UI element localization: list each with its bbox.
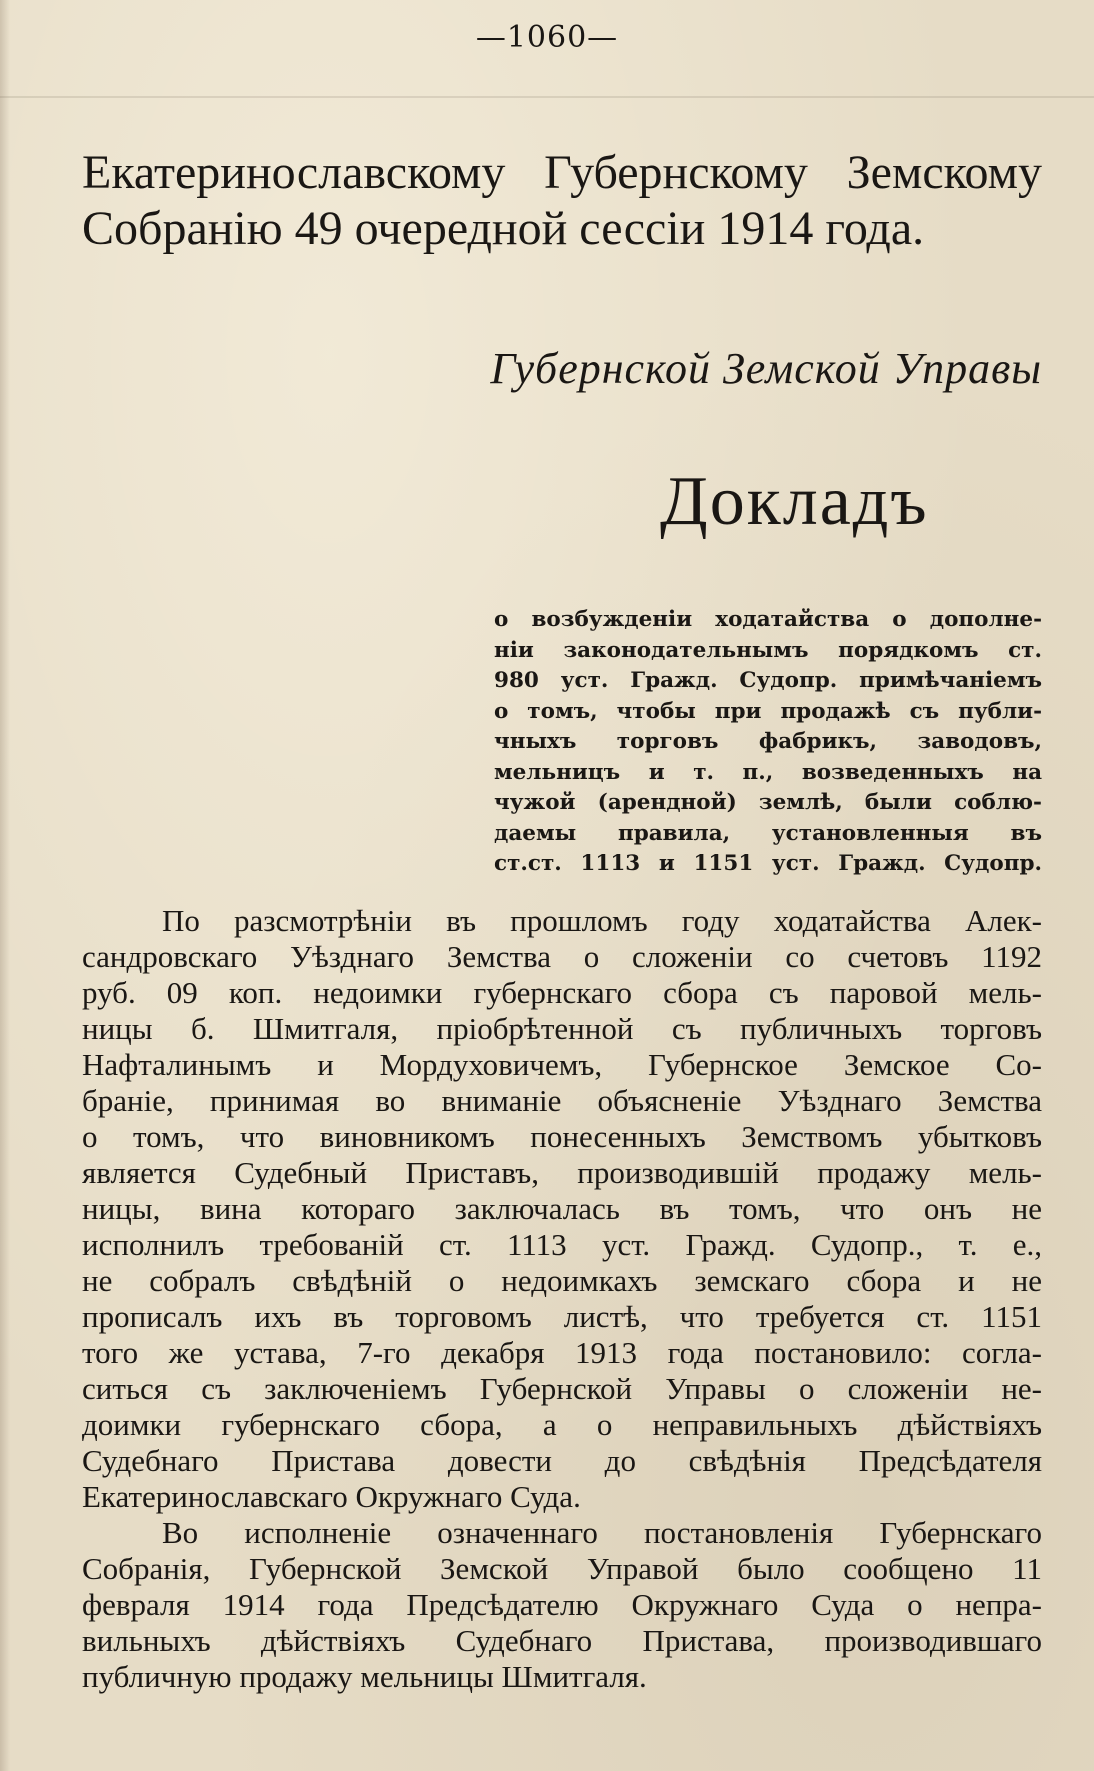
abstract-line: ст.ст. 1113 и 1151 уст. Гражд. Судопр. xyxy=(494,851,1042,876)
body-line: о томъ, что виновникомъ понесенныхъ Земствомъ убытковъ xyxy=(82,1119,1042,1154)
abstract-line: о возбужденіи ходатайства о дополне- xyxy=(494,607,1042,632)
abstract-line: чныхъ торговъ фабрикъ, заводовъ, xyxy=(494,729,1042,754)
document-heading: Докладъ xyxy=(660,463,929,540)
body-line: сандровскаго Уѣзднаго Земства о сложеніи со счетовъ 1192 xyxy=(82,939,1042,974)
body-line: руб. 09 коп. недоимки губернскаго сбора съ паровой мель- xyxy=(82,975,1042,1010)
body-line: Во исполненіе означеннаго постановленія Губернскаго xyxy=(162,1515,1042,1550)
header-divider xyxy=(0,96,1094,98)
paragraph-1 xyxy=(82,903,1042,1515)
abstract-line: 980 уст. Гражд. Судопр. примѣчаніемъ xyxy=(494,668,1042,693)
body-line: вильныхъ дѣйствіяхъ Судебнаго Пристава, производившаго xyxy=(82,1623,1042,1658)
body-line: исполнилъ требованій ст. 1113 уст. Гражд. Судопр., т. е., xyxy=(82,1227,1042,1262)
body-line: ситься съ заключеніемъ Губернской Управы о сложеніи не- xyxy=(82,1371,1042,1406)
abstract-line: ніи законодательнымъ порядкомъ ст. xyxy=(494,637,1042,663)
page-edge-shadow xyxy=(0,0,10,1771)
body-line: не собралъ свѣдѣній о недоимкахъ земскаго сбора и не xyxy=(82,1263,1042,1298)
body-line: По разсмотрѣніи въ прошломъ году ходатайства Алек- xyxy=(162,903,1042,938)
body-line: Екатеринославскаго Окружнаго Суда. xyxy=(82,1479,581,1514)
abstract-line: чужой (арендной) землѣ, были соблю- xyxy=(494,790,1042,815)
body-line: февраля 1914 года Предсѣдателю Окружнаго Суда о непра- xyxy=(82,1587,1042,1622)
body-line: публичную продажу мельницы Шмитгаля. xyxy=(82,1659,647,1694)
body-line: прописалъ ихъ въ торговомъ листѣ, что требуется ст. 1151 xyxy=(82,1299,1042,1334)
title-line: Екатеринославскому Губернскому Земскому xyxy=(82,146,1042,199)
paragraph-2 xyxy=(82,1515,1042,1695)
report-abstract xyxy=(494,605,1042,880)
report-body xyxy=(82,903,1042,1695)
document-title xyxy=(82,145,1042,257)
body-line: ницы б. Шмитгаля, пріобрѣтенной съ публичныхъ торговъ xyxy=(82,1011,1042,1046)
body-line: ницы, вина котораго заключалась въ томъ, что онъ не xyxy=(82,1191,1042,1226)
body-line: Нафталинымъ и Мордуховичемъ, Губернское Земское Со- xyxy=(82,1047,1042,1082)
abstract-line: даемы правила, установленныя въ xyxy=(494,820,1042,846)
page-number: —1060— xyxy=(475,20,619,55)
body-line: того же устава, 7-го декабря 1913 года постановило: согла- xyxy=(82,1335,1042,1370)
abstract-line: о томъ, чтобы при продажѣ съ публи- xyxy=(494,698,1042,724)
body-line: браніе, принимая во вниманіе объясненіе Уѣзднаго Земства xyxy=(82,1083,1042,1118)
abstract-line: мельницъ и т. п., возведенныхъ на xyxy=(494,759,1042,785)
body-line: Судебнаго Пристава довести до свѣдѣнія Предсѣдателя xyxy=(82,1443,1042,1478)
title-line: Собранію 49 очередной сессіи 1914 года. xyxy=(82,202,925,255)
body-line: является Судебный Приставъ, производившій продажу мель- xyxy=(82,1155,1042,1190)
body-line: доимки губернскаго сбора, а о неправильныхъ дѣйствіяхъ xyxy=(82,1407,1042,1442)
body-line: Собранія, Губернской Земской Управой было сообщено 11 xyxy=(82,1551,1042,1586)
issuing-authority: Губернской Земской Управы xyxy=(490,344,1042,393)
